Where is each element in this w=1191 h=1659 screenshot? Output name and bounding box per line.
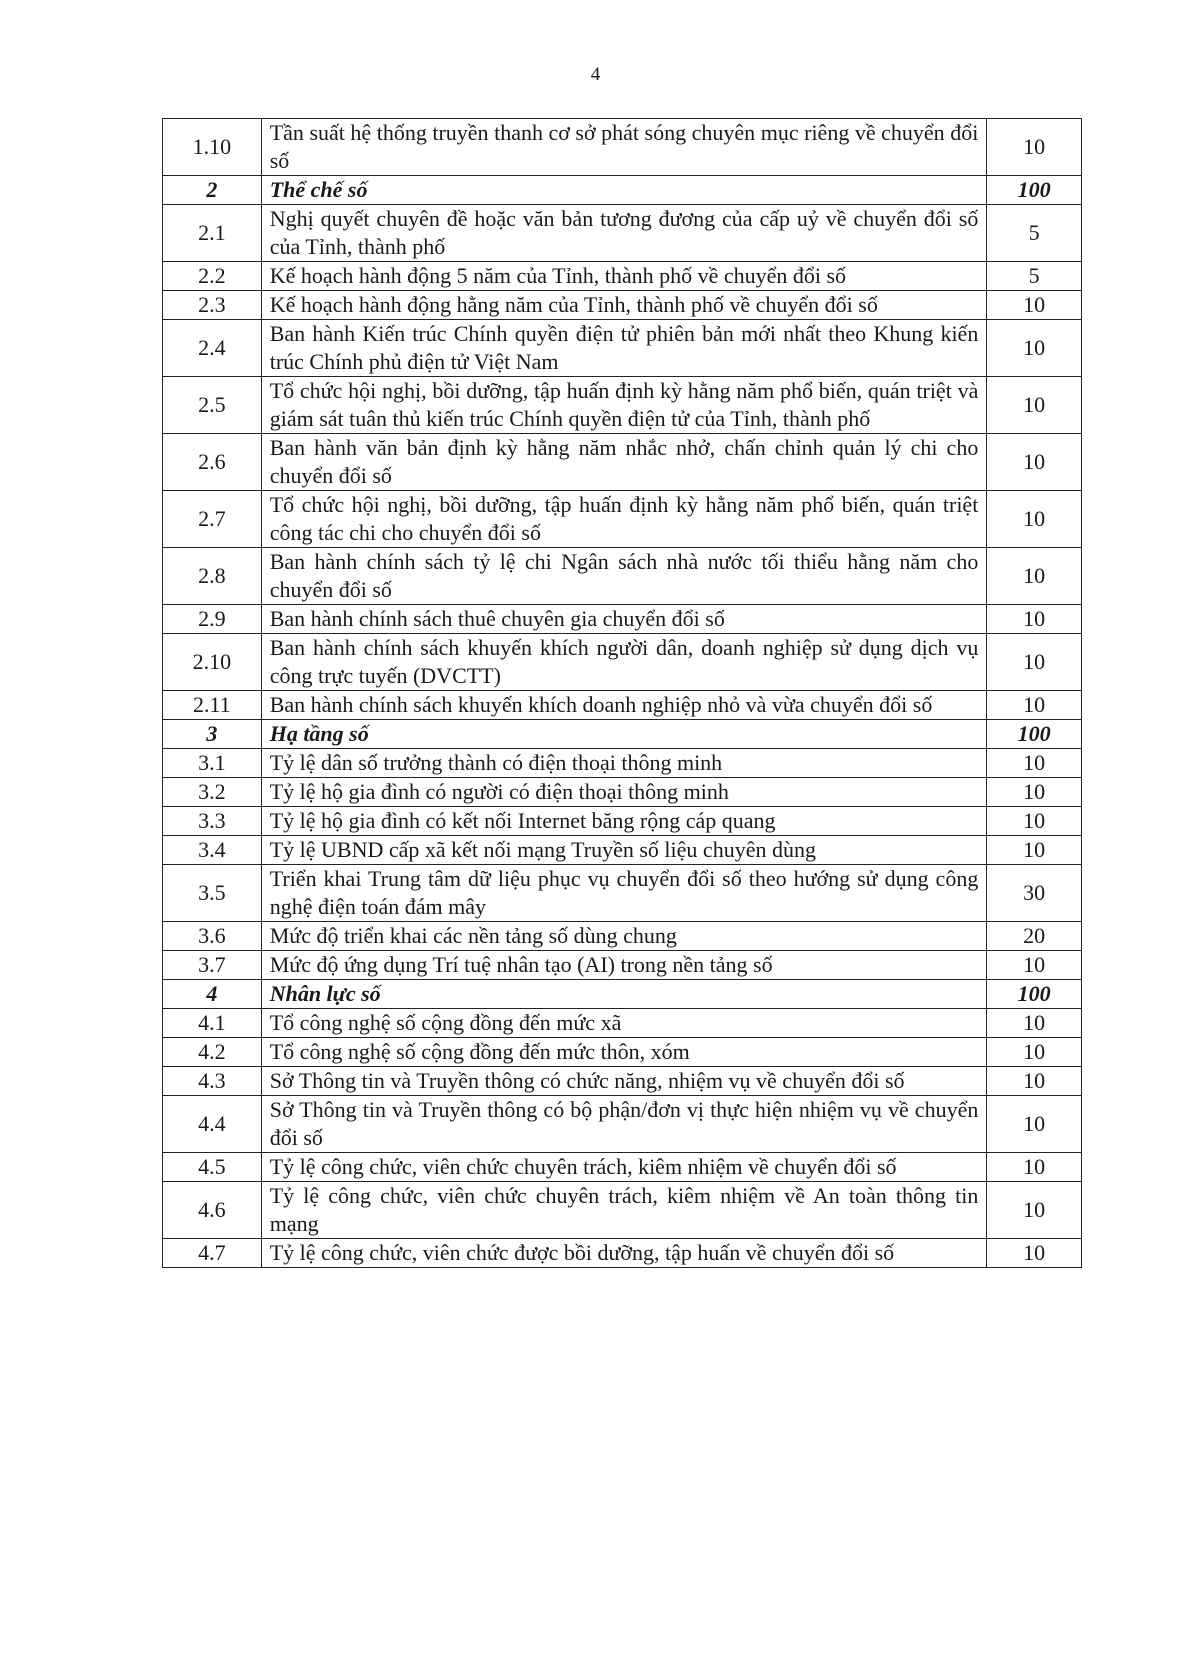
criterion-name: Tỷ lệ công chức, viên chức được bồi dưỡng, tập huấn về chuyển đổi số [261,1239,987,1268]
criterion-score: 10 [987,749,1082,778]
criterion-score: 10 [987,807,1082,836]
criterion-code: 1.10 [163,119,262,176]
criterion-code: 4.6 [163,1182,262,1239]
table-row [163,807,1082,836]
table-row [163,205,1082,262]
table-row [163,1038,1082,1067]
table-row [163,865,1082,922]
criterion-name: Ban hành chính sách thuê chuyên gia chuyển đổi số [261,605,987,634]
criterion-score: 10 [987,778,1082,807]
criterion-code: 2.10 [163,634,262,691]
criterion-score: 10 [987,951,1082,980]
table-row [163,836,1082,865]
table-row [163,491,1082,548]
table-row [163,320,1082,377]
criterion-name: Nghị quyết chuyên đề hoặc văn bản tương đương của cấp uỷ về chuyển đổi số của Tỉnh, thành phố [261,205,987,262]
criterion-name: Tỷ lệ hộ gia đình có người có điện thoại thông minh [261,778,987,807]
table-row [163,1239,1082,1268]
criterion-score: 10 [987,291,1082,320]
table-row [163,749,1082,778]
criterion-name: Tỷ lệ hộ gia đình có kết nối Internet băng rộng cáp quang [261,807,987,836]
section-row [163,720,1082,749]
criterion-code: 2.2 [163,262,262,291]
criterion-code: 2.7 [163,491,262,548]
criterion-code: 2.8 [163,548,262,605]
criterion-code: 4.1 [163,1009,262,1038]
criterion-name: Tỷ lệ dân số trưởng thành có điện thoại thông minh [261,749,987,778]
criterion-name: Tổ công nghệ số cộng đồng đến mức thôn, xóm [261,1038,987,1067]
criterion-score: 10 [987,1182,1082,1239]
criterion-code: 4.5 [163,1153,262,1182]
criterion-code: 2.11 [163,691,262,720]
criterion-name: Sở Thông tin và Truyền thông có bộ phận/đơn vị thực hiện nhiệm vụ về chuyển đổi số [261,1096,987,1153]
page-number: 4 [590,64,601,85]
criterion-code: 2.6 [163,434,262,491]
criterion-name: Tổ công nghệ số cộng đồng đến mức xã [261,1009,987,1038]
criterion-name: Kế hoạch hành động hằng năm của Tỉnh, thành phố về chuyển đổi số [261,291,987,320]
criterion-code: 4.3 [163,1067,262,1096]
table-row [163,634,1082,691]
criterion-score: 10 [987,634,1082,691]
criterion-score: 10 [987,1153,1082,1182]
criterion-score: 10 [987,1038,1082,1067]
criterion-name: Tần suất hệ thống truyền thanh cơ sở phát sóng chuyên mục riêng về chuyển đổi số [261,119,987,176]
criterion-code: 4.4 [163,1096,262,1153]
criterion-name: Tổ chức hội nghị, bồi dưỡng, tập huấn định kỳ hằng năm phổ biến, quán triệt và giám sát tuân thủ kiến trúc Chính quyền điện tử của Tỉnh, thành phố [261,377,987,434]
criterion-code: 3.3 [163,807,262,836]
criterion-code: 4.2 [163,1038,262,1067]
criterion-name: Ban hành chính sách tỷ lệ chi Ngân sách nhà nước tối thiểu hằng năm cho chuyển đổi số [261,548,987,605]
criterion-code: 2.3 [163,291,262,320]
criterion-score: 10 [987,119,1082,176]
criterion-code: 3.5 [163,865,262,922]
section-title: Thể chế số [261,176,987,205]
table-row [163,291,1082,320]
criterion-name: Ban hành Kiến trúc Chính quyền điện tử phiên bản mới nhất theo Khung kiến trúc Chính phủ điện tử Việt Nam [261,320,987,377]
section-title: Hạ tầng số [261,720,987,749]
criterion-code: 3.2 [163,778,262,807]
criterion-name: Tỷ lệ UBND cấp xã kết nối mạng Truyền số liệu chuyên dùng [261,836,987,865]
table-row [163,605,1082,634]
criterion-name: Mức độ ứng dụng Trí tuệ nhân tạo (AI) trong nền tảng số [261,951,987,980]
criterion-code: 3.1 [163,749,262,778]
criterion-name: Tổ chức hội nghị, bồi dưỡng, tập huấn định kỳ hằng năm phổ biến, quán triệt công tác chi cho chuyển đổi số [261,491,987,548]
criterion-name: Mức độ triển khai các nền tảng số dùng chung [261,922,987,951]
criteria-table [162,118,1082,1268]
table-row [163,1067,1082,1096]
criterion-score: 100 [987,176,1082,205]
table-row [163,778,1082,807]
criterion-name: Tỷ lệ công chức, viên chức chuyên trách, kiêm nhiệm về chuyển đổi số [261,1153,987,1182]
criterion-score: 10 [987,836,1082,865]
table-row [163,951,1082,980]
criterion-code: 4 [163,980,262,1009]
criterion-score: 30 [987,865,1082,922]
table-row [163,1182,1082,1239]
criterion-name: Ban hành văn bản định kỳ hằng năm nhắc nhở, chấn chỉnh quản lý chi cho chuyển đổi số [261,434,987,491]
criterion-code: 2.9 [163,605,262,634]
criterion-score: 10 [987,434,1082,491]
criterion-code: 2.1 [163,205,262,262]
section-title: Nhân lực số [261,980,987,1009]
criterion-code: 3.4 [163,836,262,865]
criterion-score: 10 [987,605,1082,634]
table-row [163,377,1082,434]
criterion-score: 10 [987,491,1082,548]
criterion-score: 10 [987,320,1082,377]
criterion-code: 2 [163,176,262,205]
table-row [163,691,1082,720]
table-row [163,548,1082,605]
criterion-score: 10 [987,691,1082,720]
criterion-score: 100 [987,720,1082,749]
criterion-code: 3.6 [163,922,262,951]
table-row [163,1153,1082,1182]
criterion-score: 10 [987,548,1082,605]
criterion-name: Tỷ lệ công chức, viên chức chuyên trách, kiêm nhiệm về An toàn thông tin mạng [261,1182,987,1239]
criterion-score: 100 [987,980,1082,1009]
criterion-name: Triển khai Trung tâm dữ liệu phục vụ chuyển đổi số theo hướng sử dụng công nghệ điện toán đám mây [261,865,987,922]
criterion-score: 10 [987,1096,1082,1153]
criterion-code: 3.7 [163,951,262,980]
criteria-table-body [163,119,1082,1268]
criterion-score: 10 [987,377,1082,434]
criterion-name: Ban hành chính sách khuyến khích doanh nghiệp nhỏ và vừa chuyển đổi số [261,691,987,720]
criterion-score: 10 [987,1067,1082,1096]
table-row [163,119,1082,176]
section-row [163,176,1082,205]
criterion-code: 4.7 [163,1239,262,1268]
criterion-score: 5 [987,262,1082,291]
criterion-score: 20 [987,922,1082,951]
table-row [163,434,1082,491]
table-row [163,262,1082,291]
criterion-code: 3 [163,720,262,749]
criterion-name: Ban hành chính sách khuyến khích người dân, doanh nghiệp sử dụng dịch vụ công trực tuyến (DVCTT) [261,634,987,691]
criterion-score: 10 [987,1009,1082,1038]
criterion-score: 10 [987,1239,1082,1268]
criterion-name: Sở Thông tin và Truyền thông có chức năng, nhiệm vụ về chuyển đổi số [261,1067,987,1096]
criterion-score: 5 [987,205,1082,262]
section-row [163,980,1082,1009]
table-row [163,1096,1082,1153]
criterion-code: 2.5 [163,377,262,434]
table-row [163,1009,1082,1038]
criterion-name: Kế hoạch hành động 5 năm của Tỉnh, thành phố về chuyển đổi số [261,262,987,291]
table-row [163,922,1082,951]
criterion-code: 2.4 [163,320,262,377]
